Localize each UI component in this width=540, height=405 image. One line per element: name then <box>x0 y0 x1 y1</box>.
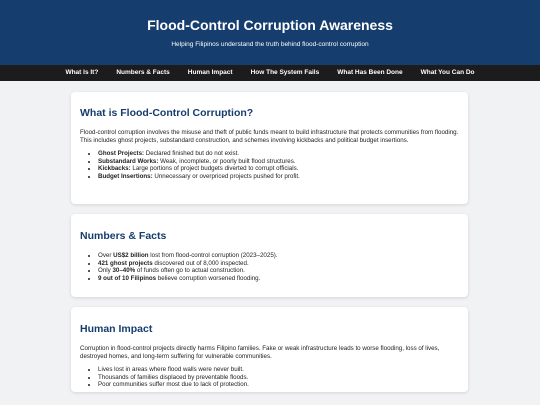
section-numbers-facts <box>71 214 468 297</box>
section-title: What is Flood-Control Corruption? <box>80 107 254 119</box>
list-item-figure: 9 out of 10 Filipinos <box>98 274 157 282</box>
definition-list <box>80 150 459 180</box>
list-item: • Thousands of families displaced by preventable floods. <box>98 374 459 382</box>
facts-list <box>80 252 459 282</box>
nav-item-numbers-facts[interactable]: Numbers & Facts <box>116 69 170 76</box>
list-item-figure: 421 ghost projects <box>98 259 153 267</box>
list-item-term: Budget Insertions: <box>98 172 153 180</box>
list-item-term: Ghost Projects: <box>98 150 145 158</box>
section-intro: Flood-control corruption involves the misuse and theft of public funds meant to build infrastructure that protects communities from flooding. This includes ghost projects, substandard construction, and schemes involving kickbacks and political budget insertions. <box>80 129 459 144</box>
list-item <box>98 275 459 283</box>
list-item-text: Declared finished but do not exist. <box>144 150 240 158</box>
list-item: • Lives lost in areas where flood walls were never built. <box>98 366 459 374</box>
page-title: Flood-Control Corruption Awareness <box>147 17 393 33</box>
list-item <box>98 267 459 275</box>
list-item: • Poor communities suffer most due to lack of protection. <box>98 381 459 389</box>
list-item-text: Weak, incomplete, or poorly built flood structures. <box>158 157 296 165</box>
nav-item-what-you-can-do[interactable]: What You Can Do <box>420 69 475 76</box>
nav-item-human-impact[interactable]: Human Impact <box>187 69 233 76</box>
impact-list <box>80 366 459 389</box>
list-item-text: Unnecessary or overpriced projects pushed for profit. <box>152 172 300 180</box>
list-item-text: of funds often go to actual construction. <box>135 267 245 275</box>
list-item-text: Large portions of project budgets diverted to corrupt officials. <box>130 165 299 173</box>
nav-item-system-fails[interactable]: How The System Fails <box>250 69 320 76</box>
list-item-figure: US$2 billion <box>113 252 149 259</box>
list-item <box>98 150 459 158</box>
list-item-figure: 30–40% <box>112 267 136 275</box>
list-item-prefix: Only <box>98 267 113 275</box>
section-title: Human Impact <box>80 323 153 335</box>
list-item-text: discovered out of 8,000 inspected. <box>152 259 249 267</box>
nav-item-what-done[interactable]: What Has Been Done <box>337 69 403 76</box>
section-what-is-it <box>71 92 468 204</box>
list-item-term: Substandard Works: <box>98 157 159 165</box>
list-item <box>98 252 459 260</box>
list-item-prefix: Over <box>98 252 114 259</box>
page-subtitle: Helping Filipinos understand the truth behind flood-control corruption <box>171 41 369 48</box>
nav-item-what-is-it[interactable]: What Is It? <box>65 69 99 76</box>
list-item-text: lost from flood-control corruption (2023–2025). <box>148 252 278 259</box>
site-header <box>0 0 540 65</box>
list-item <box>98 173 459 181</box>
main-nav <box>0 65 540 81</box>
list-item <box>98 165 459 173</box>
main-content <box>0 81 540 392</box>
list-item-text: believe corruption worsened flooding. <box>156 274 261 282</box>
section-title: Numbers & Facts <box>80 230 167 242</box>
section-intro: Corruption in flood-control projects directly harms Filipino families. Fake or weak infrastructure leads to worse flooding, loss of lives, destroyed homes, and long-term suffering for vulnerable communities. <box>80 345 440 360</box>
list-item <box>98 260 459 268</box>
list-item <box>98 158 459 166</box>
section-human-impact <box>71 307 468 392</box>
list-item-term: Kickbacks: <box>98 165 131 173</box>
